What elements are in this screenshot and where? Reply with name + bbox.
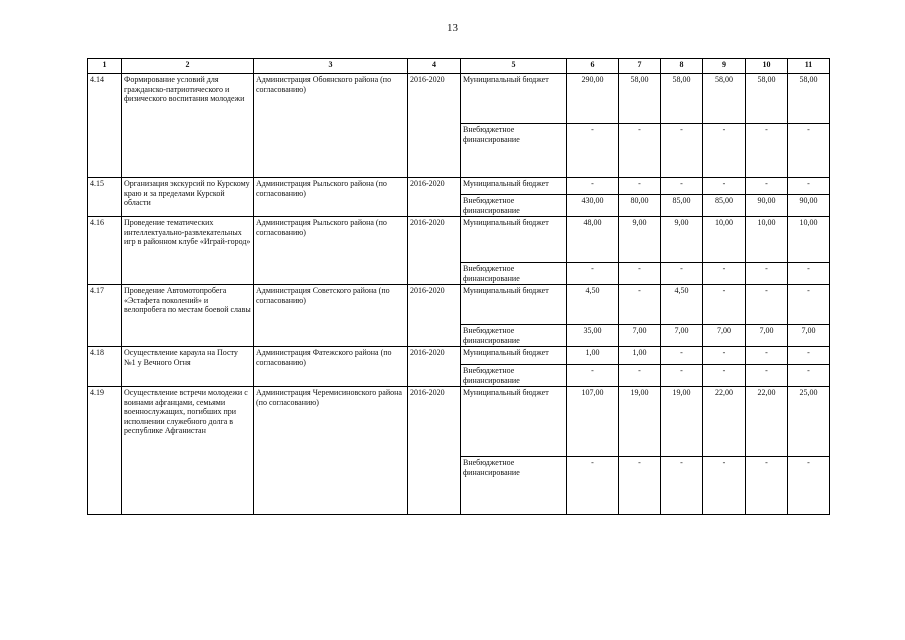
amount-cell: - [661,457,703,515]
amount-cell: - [788,124,830,178]
row-number: 4.16 [88,217,122,285]
header-cell: 3 [254,59,408,74]
header-cell: 8 [661,59,703,74]
amount-cell: 58,00 [788,74,830,124]
event-name: Осуществление встречи молодежи с воинами афганцами, семьями военнослужащих, погибших при исполнении служебного долга в республике Афганистан [122,387,254,515]
period: 2016-2020 [408,285,461,347]
table-row [88,178,830,195]
executor: Администрация Рыльского района (по согласованию) [254,217,408,285]
amount-cell: - [703,263,746,285]
amount-cell: - [746,457,788,515]
amount-cell: - [661,365,703,387]
amount-cell: - [746,263,788,285]
amount-cell: - [746,124,788,178]
funding-source: Муниципальный бюджет [461,217,567,263]
amount-cell: 25,00 [788,387,830,457]
amount-cell: 48,00 [567,217,619,263]
amount-cell: - [661,347,703,365]
row-number: 4.17 [88,285,122,347]
amount-cell: - [703,285,746,325]
amount-cell: - [661,263,703,285]
executor: Администрация Обоянского района (по согласованию) [254,74,408,178]
amount-cell: - [619,178,661,195]
row-number: 4.18 [88,347,122,387]
amount-cell: 10,00 [788,217,830,263]
amount-cell: 35,00 [567,325,619,347]
funding-source: Муниципальный бюджет [461,178,567,195]
amount-cell: - [619,457,661,515]
amount-cell: - [619,124,661,178]
table-row [88,347,830,365]
amount-cell: 7,00 [619,325,661,347]
header-cell: 4 [408,59,461,74]
event-name: Формирование условий для гражданско-патриотического и физического воспитания молодежи [122,74,254,178]
amount-cell: - [703,178,746,195]
amount-cell: - [788,263,830,285]
amount-cell: 9,00 [661,217,703,263]
header-cell: 10 [746,59,788,74]
table-row [88,285,830,325]
funding-source: Внебюджетное финансирование [461,365,567,387]
amount-cell: 430,00 [567,195,619,217]
amount-cell: - [619,365,661,387]
amount-cell: - [746,347,788,365]
amount-cell: 90,00 [788,195,830,217]
funding-source: Муниципальный бюджет [461,74,567,124]
amount-cell: 22,00 [746,387,788,457]
row-number: 4.19 [88,387,122,515]
table-row [88,217,830,263]
header-row [88,59,830,74]
amount-cell: 58,00 [619,74,661,124]
executor: Администрация Фатежского района (по согласованию) [254,347,408,387]
funding-source: Муниципальный бюджет [461,347,567,365]
amount-cell: - [788,285,830,325]
amount-cell: - [788,457,830,515]
amount-cell: - [619,263,661,285]
budget-table [87,58,830,515]
funding-source: Внебюджетное финансирование [461,195,567,217]
amount-cell: 10,00 [746,217,788,263]
funding-source: Внебюджетное финансирование [461,124,567,178]
period: 2016-2020 [408,217,461,285]
period: 2016-2020 [408,178,461,217]
amount-cell: - [703,124,746,178]
amount-cell: - [661,124,703,178]
amount-cell: - [788,178,830,195]
header-cell: 11 [788,59,830,74]
amount-cell: - [567,457,619,515]
event-name: Осуществление караула на Посту №1 у Вечного Огня [122,347,254,387]
executor: Администрация Рыльского района (по согласованию) [254,178,408,217]
amount-cell: 7,00 [746,325,788,347]
row-number: 4.14 [88,74,122,178]
amount-cell: - [746,285,788,325]
event-name: Организация экскурсий по Курскому краю и за пределами Курской области [122,178,254,217]
amount-cell: - [746,178,788,195]
amount-cell: - [703,347,746,365]
header-cell: 7 [619,59,661,74]
period: 2016-2020 [408,387,461,515]
amount-cell: - [703,457,746,515]
header-cell: 6 [567,59,619,74]
amount-cell: - [788,365,830,387]
amount-cell: 58,00 [746,74,788,124]
event-name: Проведение Автомотопробега «Эстафета поколений» и велопробега по местам боевой славы [122,285,254,347]
amount-cell: - [567,365,619,387]
amount-cell: - [746,365,788,387]
header-cell: 2 [122,59,254,74]
amount-cell: 19,00 [619,387,661,457]
amount-cell: 10,00 [703,217,746,263]
period: 2016-2020 [408,74,461,178]
amount-cell: 290,00 [567,74,619,124]
amount-cell: 58,00 [661,74,703,124]
event-name: Проведение тематических интеллектуально-развлекательных игр в районном клубе «Играй-город» [122,217,254,285]
amount-cell: 4,50 [661,285,703,325]
funding-source: Внебюджетное финансирование [461,263,567,285]
amount-cell: - [661,178,703,195]
amount-cell: 9,00 [619,217,661,263]
amount-cell: - [619,285,661,325]
row-number: 4.15 [88,178,122,217]
executor: Администрация Черемисиновского района (по согласованию) [254,387,408,515]
funding-source: Внебюджетное финансирование [461,325,567,347]
amount-cell: - [703,365,746,387]
amount-cell: 80,00 [619,195,661,217]
amount-cell: 7,00 [661,325,703,347]
amount-cell: 85,00 [661,195,703,217]
period: 2016-2020 [408,347,461,387]
funding-source: Муниципальный бюджет [461,387,567,457]
amount-cell: 22,00 [703,387,746,457]
amount-cell: 4,50 [567,285,619,325]
amount-cell: 7,00 [703,325,746,347]
table-row [88,74,830,124]
funding-source: Муниципальный бюджет [461,285,567,325]
amount-cell: 107,00 [567,387,619,457]
executor: Администрация Советского района (по согласованию) [254,285,408,347]
amount-cell: - [788,347,830,365]
amount-cell: 90,00 [746,195,788,217]
amount-cell: 1,00 [567,347,619,365]
header-cell: 1 [88,59,122,74]
header-cell: 9 [703,59,746,74]
amount-cell: 85,00 [703,195,746,217]
amount-cell: 7,00 [788,325,830,347]
table-row [88,387,830,457]
funding-source: Внебюджетное финансирование [461,457,567,515]
page-number: 13 [447,22,458,34]
amount-cell: 19,00 [661,387,703,457]
amount-cell: 58,00 [703,74,746,124]
amount-cell: - [567,178,619,195]
amount-cell: 1,00 [619,347,661,365]
amount-cell: - [567,263,619,285]
amount-cell: - [567,124,619,178]
header-cell: 5 [461,59,567,74]
